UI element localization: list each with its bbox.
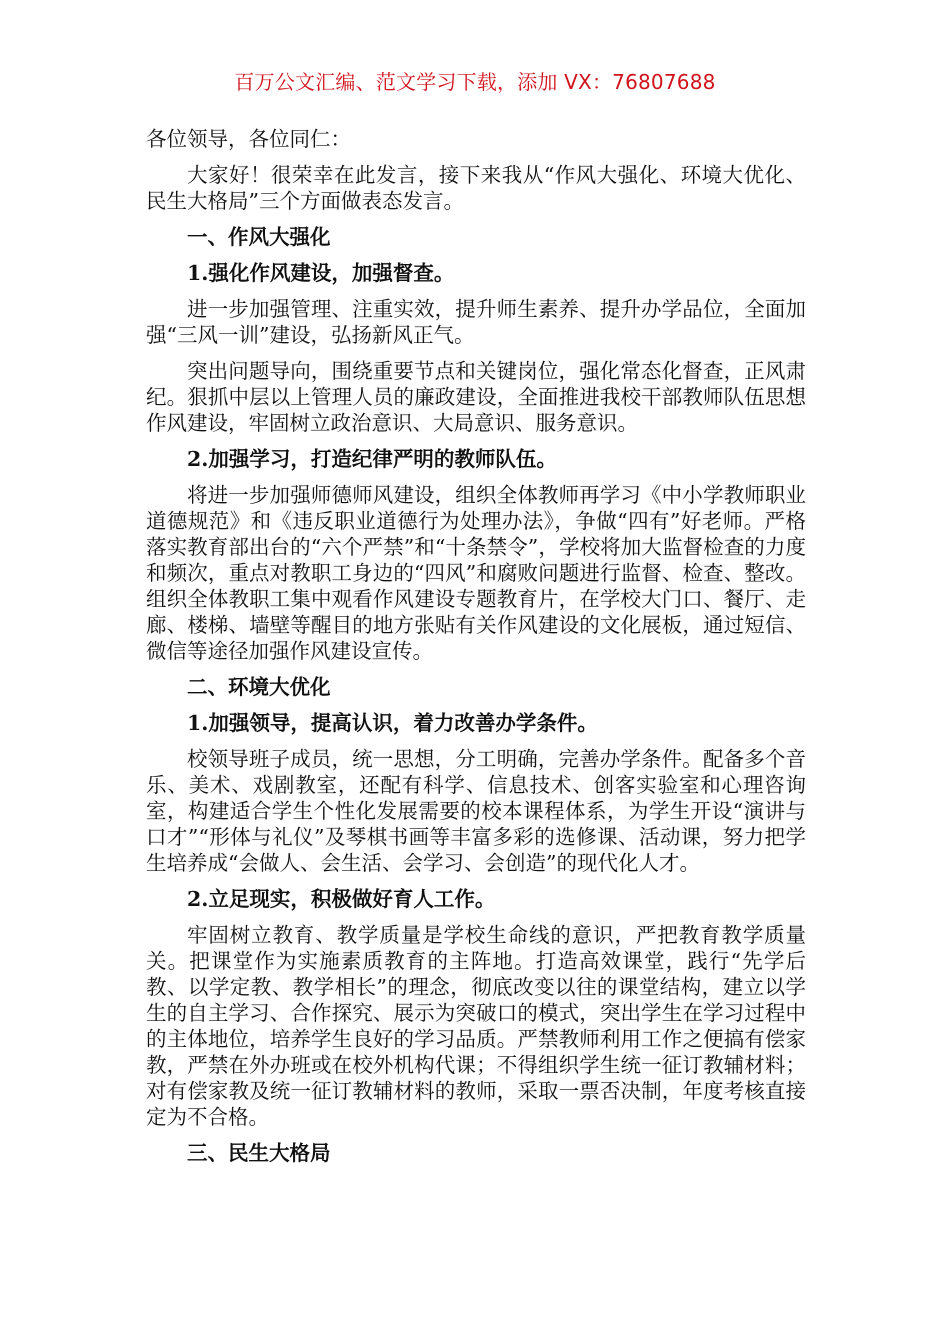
section2-sub1-paragraph-1: 校领导班子成员，统一思想，分工明确，完善办学条件。配备多个音乐、美术、戏剧教室，还配有科学、信息技术、创客实验室和心理咨询室，构建适合学生个性化发展需要的校本课程体系，为学生开设“演讲与口才”“形体与礼仪”及琴棋书画等丰富多彩的选修课、活动课，努力把学生培养成“会做人、会生活、会学习、会创造”的现代化人才。 xyxy=(146,747,806,875)
section3-title: 三、民生大格局 xyxy=(187,1141,331,1165)
section2-title: 二、环境大优化 xyxy=(187,675,331,699)
section1-sub1-paragraph-1: 进一步加强管理、注重实效，提升师生素养、提升办学品位，全面加强“三风一训”建设，弘扬新风正气。 xyxy=(146,297,806,347)
section1-sub2-title: 2.加强学习，打造纪律严明的教师队伍。 xyxy=(187,447,557,471)
section2-sub2-paragraph-1: 牢固树立教育、教学质量是学校生命线的意识，严把教育教学质量关。把课堂作为实施素质教育的主阵地。打造高效课堂，践行“先学后教、以学定教、教学相长”的理念，彻底改变以往的课堂结构，建立以学生的自主学习、合作探究、展示为突破口的模式，突出学生在学习过程中的主体地位，培养学生良好的学习品质。严禁教师利用工作之便搞有偿家教，严禁在外办班或在校外机构代课；不得组织学生统一征订教辅材料；对有偿家教及统一征订教辅材料的教师，采取一票否决制，年度考核直接定为不合格。 xyxy=(146,923,806,1129)
salutation: 各位领导，各位同仁： xyxy=(146,127,351,151)
document-body xyxy=(146,126,806,1176)
section2-sub1-title: 1.加强领导，提高认识，着力改善办学条件。 xyxy=(187,711,598,735)
section1-sub1-title: 1.强化作风建设，加强督查。 xyxy=(187,261,455,285)
section1-sub1-paragraph-2: 突出问题导向，围绕重要节点和关键岗位，强化常态化督查，正风肃纪。狠抓中层以上管理人员的廉政建设，全面推进我校干部教师队伍思想作风建设，牢固树立政治意识、大局意识、服务意识。 xyxy=(146,359,806,435)
section1-sub2-paragraph-1: 将进一步加强师德师风建设，组织全体教师再学习《中小学教师职业道德规范》和《违反职业道德行为处理办法》，争做“四有”好老师。严格落实教育部出台的“六个严禁”和“十条禁令”，学校将加大监督检查的力度和频次，重点对教职工身边的“四风”和腐败问题进行监督、检查、整改。组织全体教职工集中观看作风建设专题教育片，在学校大门口、餐厅、走廊、楼梯、墙壁等醒目的地方张贴有关作风建设的文化展板，通过短信、微信等途径加强作风建设宣传。 xyxy=(146,483,806,663)
watermark-header: 百万公文汇编、范文学习下载，添加 VX：76807688 xyxy=(234,70,716,94)
section1-title: 一、作风大强化 xyxy=(187,225,331,249)
intro-paragraph: 大家好！很荣幸在此发言，接下来我从“作风大强化、环境大优化、民生大格局”三个方面做表态发言。 xyxy=(146,163,806,213)
section2-sub2-title: 2.立足现实，积极做好育人工作。 xyxy=(187,887,496,911)
